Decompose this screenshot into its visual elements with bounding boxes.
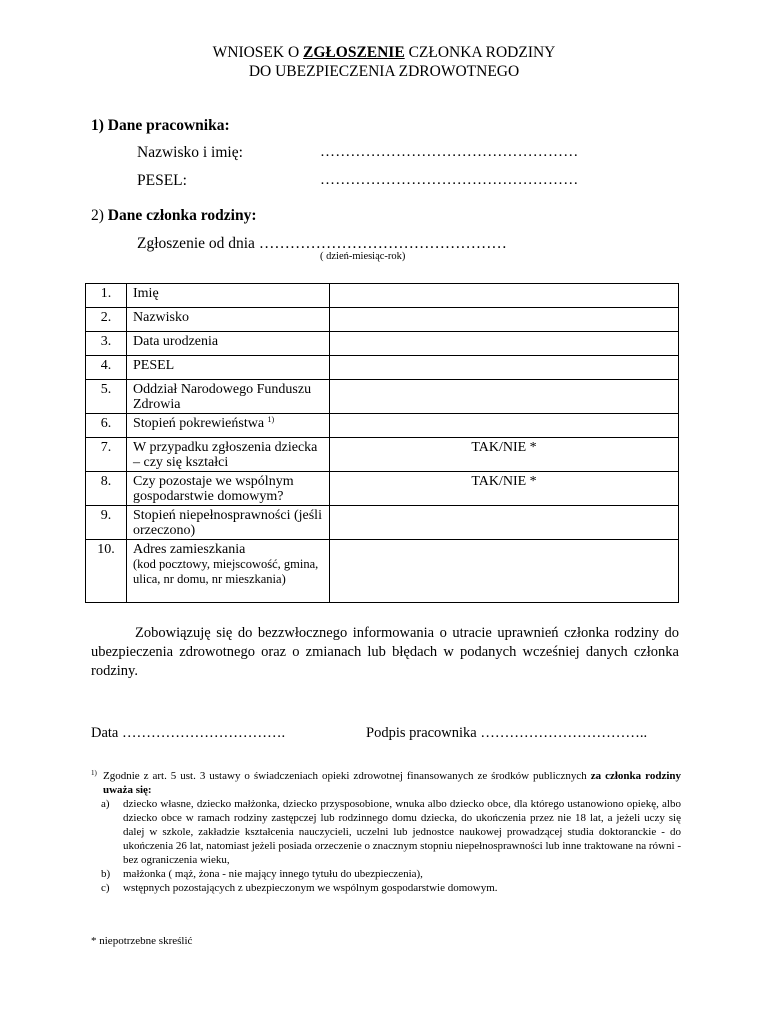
row-number: 10. — [86, 540, 127, 603]
list-item-marker: a) — [101, 798, 110, 810]
row-number: 4. — [86, 356, 127, 380]
signature-label: Podpis pracownika — [366, 725, 481, 741]
date-format-hint: ( dzień-miesiąc-rok) — [320, 251, 406, 262]
date-label: Data — [91, 725, 122, 741]
row-label: Nazwisko — [127, 308, 330, 332]
signature-field[interactable]: …………………………….. — [480, 725, 648, 741]
row-number: 7. — [86, 438, 127, 472]
employee-pesel-field[interactable]: …………………………………………… — [320, 172, 579, 188]
row-number: 2. — [86, 308, 127, 332]
address-sublabel: (kod pocztowy, miejscowość, gmina, ulica, nr domu, nr mieszkania) — [133, 557, 319, 586]
footnote-intro: 1) Zgodnie z art. 5 ust. 3 ustawy o świadczeniach opieki zdrowotnej finansowanych ze środków publicznych za członka rodziny uważa się: — [91, 769, 681, 796]
footnote — [91, 769, 681, 895]
row-number: 3. — [86, 332, 127, 356]
row-label — [127, 414, 330, 438]
employee-pesel-label: PESEL: — [137, 172, 187, 189]
date-signature-row — [91, 725, 285, 742]
row-number: 5. — [86, 380, 127, 414]
row-label: Imię — [127, 284, 330, 308]
relationship-field[interactable] — [330, 414, 679, 438]
row-label: Oddział Narodowego Funduszu Zdrowia — [127, 380, 330, 414]
row-label: Stopień niepełnosprawności (jeśli orzeczono) — [127, 506, 330, 540]
section1-heading: 1) Dane pracownika: — [91, 117, 230, 134]
table-row — [86, 438, 679, 472]
list-item — [91, 881, 681, 895]
table-row — [86, 414, 679, 438]
list-item-marker: c) — [101, 882, 110, 894]
strike-through-note: * niepotrzebne skreślić — [91, 935, 193, 947]
title-underlined: ZGŁOSZENIE — [303, 44, 405, 61]
footnote-ref: 1) — [267, 415, 275, 424]
household-yes-no-field[interactable]: TAK/NIE * — [330, 472, 679, 506]
row-number: 6. — [86, 414, 127, 438]
row-label: Data urodzenia — [127, 332, 330, 356]
birth-date-field[interactable] — [330, 332, 679, 356]
nfz-branch-field[interactable] — [330, 380, 679, 414]
registration-date-field[interactable]: ………………………………………… — [258, 235, 507, 252]
row-label: W przypadku zgłoszenia dziecka – czy się kształci — [127, 438, 330, 472]
row-number: 1. — [86, 284, 127, 308]
table-row — [86, 332, 679, 356]
employee-name-label: Nazwisko i imię: — [137, 144, 243, 161]
registration-date-label: Zgłoszenie od dnia — [137, 235, 259, 252]
pesel-field[interactable] — [330, 356, 679, 380]
table-row — [86, 472, 679, 506]
family-member-table — [85, 283, 679, 603]
list-item-text: małżonka ( mąż, żona - nie mający innego tytułu do ubezpieczenia), — [123, 868, 423, 880]
row-label: PESEL — [127, 356, 330, 380]
first-name-field[interactable] — [330, 284, 679, 308]
table-row — [86, 380, 679, 414]
date-field[interactable]: ……………………………. — [122, 725, 286, 741]
row-label: Czy pozostaje we wspólnym gospodarstwie domowym? — [127, 472, 330, 506]
address-label: Adres zamieszkania — [133, 542, 246, 557]
table-row — [86, 308, 679, 332]
footnote-intro-bold: za członka rodziny uważa się: — [103, 770, 681, 796]
title-suffix: CZŁONKA RODZINY — [404, 44, 556, 61]
section2-heading-number: 2) — [91, 207, 108, 224]
document-title-line2: DO UBEZPIECZENIA ZDROWOTNEGO — [248, 63, 520, 80]
table-row — [86, 506, 679, 540]
section2-heading — [91, 207, 257, 225]
list-item-text: dziecko własne, dziecko małżonka, dziecko przysposobione, wnuka albo dziecko obce, dla którego ustanowiono opiekę, albo dziecko obce w ramach rodziny zastępczej lub rodzinnego domu dziecka, do ukończenia przez nie 18 lat, a jeżeli uczy się dalej w szkole, zakładzie kształcenia nauczycieli, uczelni lub jednostce naukowej prowadzącej studia doktoranckie - do ukończenia 26 lat, natomiast jeżeli posiada orzeczenie o znacznym stopniu niepełnosprawności lub inne traktowane na równi - bez ograniczenia wieku, — [123, 798, 681, 866]
footnote-list — [91, 797, 681, 895]
relationship-label: Stopień pokrewieństwa — [133, 416, 265, 431]
last-name-field[interactable] — [330, 308, 679, 332]
section2-heading-text: Dane członka rodziny: — [107, 207, 257, 224]
footnote-intro-text: Zgodnie z art. 5 ust. 3 ustawy o świadczeniach opieki zdrowotnej finansowanych ze środków publicznych — [103, 770, 591, 782]
education-yes-no-field[interactable]: TAK/NIE * — [330, 438, 679, 472]
declaration-text: Zobowiązuję się do bezzwłocznego informowania o utracie uprawnień członka rodziny do ubezpieczenia zdrowotnego oraz o zmianach lub błędach w podanych wcześniej danych członka rodziny. — [91, 625, 679, 679]
list-item-text: wstępnych pozostających z ubezpieczonym we wspólnym gospodarstwie domowym. — [123, 882, 498, 894]
table-row — [86, 540, 679, 603]
list-item — [91, 797, 681, 867]
disability-field[interactable] — [330, 506, 679, 540]
row-number: 9. — [86, 506, 127, 540]
employee-signature-row — [366, 725, 647, 742]
table-row — [86, 356, 679, 380]
table-row — [86, 284, 679, 308]
row-label — [127, 540, 330, 603]
employee-name-field[interactable]: …………………………………………… — [320, 144, 579, 160]
document-title — [0, 43, 768, 62]
title-prefix: WNIOSEK O — [212, 44, 304, 61]
row-number: 8. — [86, 472, 127, 506]
address-field[interactable] — [330, 540, 679, 603]
list-item-marker: b) — [101, 868, 111, 880]
list-item — [91, 867, 681, 881]
